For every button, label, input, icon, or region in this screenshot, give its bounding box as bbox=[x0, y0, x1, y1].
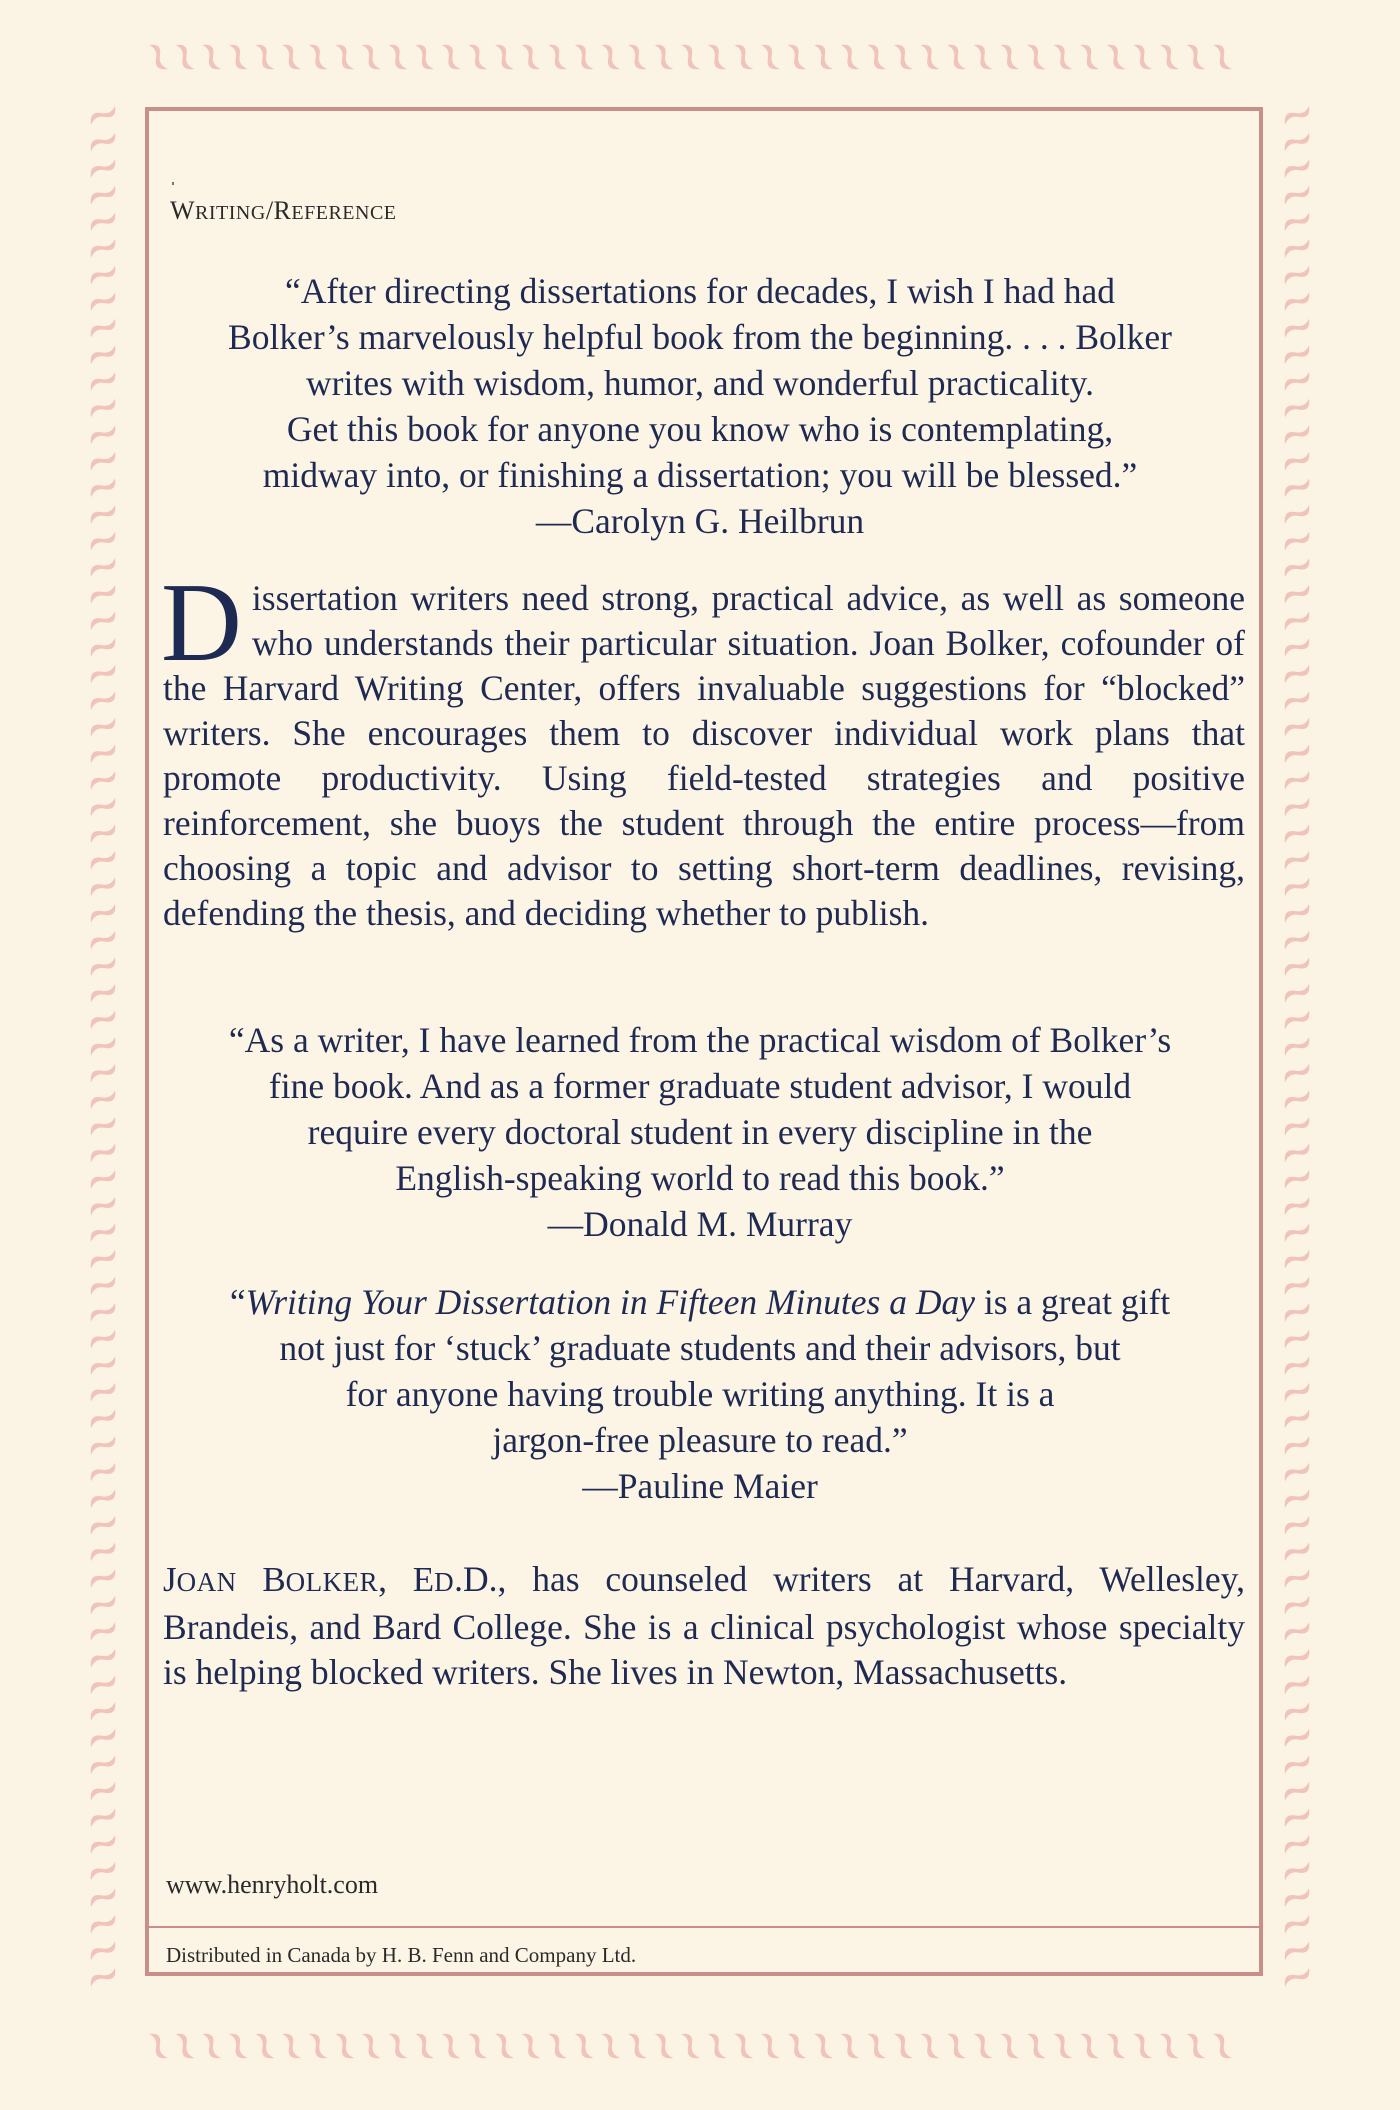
ornament-motif bbox=[468, 2034, 487, 2059]
ornament-motif bbox=[1213, 45, 1232, 70]
ornament-motif bbox=[1285, 1303, 1310, 1322]
ornament-motif bbox=[91, 1569, 116, 1588]
ornament-motif bbox=[814, 2034, 833, 2059]
ornament-motif bbox=[1285, 1941, 1310, 1960]
ornament-motif bbox=[91, 851, 116, 870]
ornament-motif bbox=[867, 2034, 886, 2059]
ornament-motif bbox=[149, 2034, 168, 2059]
ornament-motif bbox=[309, 2034, 328, 2059]
ornament-motif bbox=[1285, 1755, 1310, 1774]
ornament-motif bbox=[1285, 1037, 1310, 1056]
ornament-motif bbox=[335, 2034, 354, 2059]
ornament-motif bbox=[91, 1622, 116, 1641]
ornament-motif bbox=[91, 798, 116, 817]
ornament-motif bbox=[91, 1276, 116, 1295]
ornament-motif bbox=[91, 1702, 116, 1721]
ornament-motif bbox=[1285, 665, 1310, 684]
ornament-motif bbox=[1285, 877, 1310, 896]
ornament-motif bbox=[91, 106, 116, 125]
ornament-motif bbox=[91, 452, 116, 471]
ornament-motif bbox=[1080, 2034, 1099, 2059]
ornament-motif bbox=[91, 638, 116, 657]
ornament-motif bbox=[91, 611, 116, 630]
publisher-website: www.henryholt.com bbox=[166, 1870, 379, 1899]
ornament-motif bbox=[708, 2034, 727, 2059]
ornament-motif bbox=[1285, 399, 1310, 418]
ornament-motif bbox=[91, 904, 116, 923]
ornament-motif bbox=[91, 1542, 116, 1561]
ornament-motif bbox=[415, 45, 434, 70]
ornament-motif bbox=[1133, 45, 1152, 70]
author-bio: JOAN BOLKER, ED.D., has counseled writers at Harvard, Wellesley, Brandeis, and Bard College. She is a clinical psychologist whose specialty is helping blocked writers. She lives in Newton, Massachusetts. bbox=[163, 1559, 1245, 1692]
ornament-motif bbox=[91, 399, 116, 418]
ornament-motif bbox=[91, 771, 116, 790]
ornament-motif bbox=[1285, 1862, 1310, 1881]
ornament-motif bbox=[974, 45, 993, 70]
drop-cap: D bbox=[161, 561, 242, 685]
ornament-motif bbox=[91, 1436, 116, 1455]
ornament-motif bbox=[91, 1596, 116, 1615]
ornament-motif bbox=[1285, 1409, 1310, 1428]
ornament-motif bbox=[654, 45, 673, 70]
ornament-motif bbox=[1285, 1356, 1310, 1375]
ornament-motif bbox=[388, 45, 407, 70]
ornament-motif bbox=[1080, 45, 1099, 70]
ornament-motif bbox=[91, 931, 116, 950]
ornament-motif bbox=[91, 744, 116, 763]
ornament-motif bbox=[282, 2034, 301, 2059]
ornament-motif bbox=[1285, 1835, 1310, 1854]
ornament-motif bbox=[362, 45, 381, 70]
ornament-motif bbox=[255, 2034, 274, 2059]
ornament-motif bbox=[1285, 452, 1310, 471]
ornament-motif bbox=[91, 1303, 116, 1322]
ornament-motif bbox=[1285, 1276, 1310, 1295]
book-title-italic: Writing Your Dissertation in Fifteen Minutes a Day bbox=[245, 1282, 975, 1322]
blurb-quote-murray: “As a writer, I have learned from the practical wisdom of Bolker’s fine book. And as a former graduate student advisor, I would require every doctoral student in every discipline in the English-speaking world to read this book.” —Donald M. Murray bbox=[200, 1017, 1200, 1247]
ornament-motif bbox=[1285, 1782, 1310, 1801]
ornament-motif bbox=[1285, 1064, 1310, 1083]
ornament-motif bbox=[894, 45, 913, 70]
ornament-motif bbox=[91, 319, 116, 338]
ornament-motif bbox=[1285, 1729, 1310, 1748]
quote-attribution: —Donald M. Murray bbox=[547, 1204, 853, 1244]
ornament-motif bbox=[91, 1729, 116, 1748]
ornament-motif bbox=[1285, 957, 1310, 976]
ornament-motif bbox=[495, 2034, 514, 2059]
ornament-motif bbox=[1186, 2034, 1205, 2059]
ornament-motif bbox=[91, 585, 116, 604]
ornament-motif bbox=[91, 1888, 116, 1907]
ornament-motif bbox=[1285, 611, 1310, 630]
ornament-motif bbox=[91, 1064, 116, 1083]
ornament-motif bbox=[91, 1223, 116, 1242]
ornament-motif bbox=[1285, 1516, 1310, 1535]
ornament-motif bbox=[1285, 1542, 1310, 1561]
ornament-motif bbox=[1285, 212, 1310, 231]
ornament-motif bbox=[91, 1755, 116, 1774]
ornament-motif bbox=[91, 957, 116, 976]
ornament-motif bbox=[1285, 1330, 1310, 1349]
ornament-motif bbox=[91, 1143, 116, 1162]
ornament-motif bbox=[91, 1383, 116, 1402]
ornament-motif bbox=[442, 2034, 461, 2059]
ornament-motif bbox=[91, 824, 116, 843]
ornament-motif bbox=[91, 1782, 116, 1801]
ornament-motif bbox=[415, 2034, 434, 2059]
ornament-motif bbox=[91, 532, 116, 551]
ornament-motif bbox=[1285, 558, 1310, 577]
blurb-quote-heilbrun: “After directing dissertations for decades, I wish I had had Bolker’s marvelously helpful book from the beginning. . . . Bolker writes with wisdom, humor, and wonderful practicality. Get this book for anyone you know who is contemplating, midway into, or finishing a dissertation; you will be blessed.” —Carolyn G. Heilbrun bbox=[200, 268, 1200, 544]
ornament-motif bbox=[1285, 1622, 1310, 1641]
ornament-motif bbox=[91, 877, 116, 896]
ornament-motif bbox=[787, 45, 806, 70]
ornament-motif bbox=[1285, 824, 1310, 843]
divider-line bbox=[149, 1926, 1259, 1928]
ornament-motif bbox=[91, 1968, 116, 1987]
ornament-motif bbox=[91, 133, 116, 152]
ornament-motif bbox=[920, 2034, 939, 2059]
ornament-motif bbox=[91, 1090, 116, 1109]
ornament-motif bbox=[1285, 1197, 1310, 1216]
ornament-motif bbox=[787, 2034, 806, 2059]
ornament-motif bbox=[920, 45, 939, 70]
ornament-motif bbox=[1027, 45, 1046, 70]
ornament-motif bbox=[761, 2034, 780, 2059]
ornament-motif bbox=[1285, 1649, 1310, 1668]
ornament-motif bbox=[91, 1835, 116, 1854]
ornament-motif bbox=[495, 45, 514, 70]
ornament-motif bbox=[601, 2034, 620, 2059]
ornament-motif bbox=[1160, 2034, 1179, 2059]
ornament-motif bbox=[575, 45, 594, 70]
ornament-motif bbox=[91, 984, 116, 1003]
ornament-motif bbox=[282, 45, 301, 70]
distribution-note: Distributed in Canada by H. B. Fenn and Company Ltd. bbox=[166, 1943, 637, 1967]
ornament-motif bbox=[947, 2034, 966, 2059]
ornament-motif bbox=[91, 1356, 116, 1375]
ornament-motif bbox=[91, 1117, 116, 1136]
ornament-motif bbox=[91, 1915, 116, 1934]
ornament-motif bbox=[681, 2034, 700, 2059]
author-name: JOAN BOLKER, ED.D. bbox=[163, 1559, 498, 1599]
ornament-motif bbox=[1285, 532, 1310, 551]
ornament-motif bbox=[91, 266, 116, 285]
ornament-motif bbox=[1000, 45, 1019, 70]
ornament-motif bbox=[734, 45, 753, 70]
ornament-motif bbox=[1285, 1968, 1310, 1987]
ornament-motif bbox=[1285, 851, 1310, 870]
ornament-motif bbox=[1285, 266, 1310, 285]
ornament-motif bbox=[176, 45, 195, 70]
ornament-motif bbox=[255, 45, 274, 70]
ornament-motif bbox=[521, 2034, 540, 2059]
ornament-motif bbox=[1107, 2034, 1126, 2059]
ornament-motif bbox=[1285, 1569, 1310, 1588]
book-description: Dissertation writers need strong, practical advice, as well as someone who understands their particular situation. Joan Bolker, cofounder of the Harvard Writing Center, offers invaluable suggestions for “blocked” writers. She encourages them to discover individual work plans that promote productivity. Using field-tested strategies and positive reinforcement, she buoys the student through the entire process—from choosing a topic and advisor to setting short-term deadlines, revising, defending the thesis, and deciding whether to publish. bbox=[161, 561, 1245, 933]
ornament-motif bbox=[654, 2034, 673, 2059]
quote-attribution: —Pauline Maier bbox=[582, 1466, 818, 1506]
ornament-motif bbox=[894, 2034, 913, 2059]
ornament-motif bbox=[91, 1170, 116, 1189]
ornament-motif bbox=[1285, 1915, 1310, 1934]
ornament-motif bbox=[1285, 1436, 1310, 1455]
ornament-motif bbox=[1285, 1223, 1310, 1242]
ornament-motif bbox=[91, 691, 116, 710]
ornament-motif bbox=[1285, 1010, 1310, 1029]
ornament-motif bbox=[1285, 1888, 1310, 1907]
ornament-motif bbox=[1107, 45, 1126, 70]
ornament-motif bbox=[628, 2034, 647, 2059]
ornament-motif bbox=[1160, 45, 1179, 70]
ornament-motif bbox=[1285, 691, 1310, 710]
ornament-motif bbox=[91, 1489, 116, 1508]
ornament-motif bbox=[1285, 984, 1310, 1003]
ornament-motif bbox=[91, 345, 116, 364]
ornament-motif bbox=[91, 1409, 116, 1428]
ornament-motif bbox=[91, 159, 116, 178]
ornament-motif bbox=[91, 1197, 116, 1216]
ornament-motif bbox=[761, 45, 780, 70]
ornament-motif bbox=[841, 2034, 860, 2059]
ornament-motif bbox=[388, 2034, 407, 2059]
ornament-motif bbox=[867, 45, 886, 70]
ornament-motif bbox=[1027, 2034, 1046, 2059]
ornament-motif bbox=[91, 1941, 116, 1960]
ornament-motif bbox=[91, 372, 116, 391]
ornament-motif bbox=[1285, 585, 1310, 604]
ornament-motif bbox=[335, 45, 354, 70]
ornament-motif bbox=[91, 1037, 116, 1056]
ornament-motif bbox=[1285, 1463, 1310, 1482]
category-label: WRITING/REFERENCE bbox=[170, 196, 397, 225]
ornament-motif bbox=[1053, 2034, 1072, 2059]
ornament-motif bbox=[1285, 718, 1310, 737]
ornament-motif bbox=[91, 239, 116, 258]
ornament-motif bbox=[91, 212, 116, 231]
registration-mark bbox=[172, 182, 174, 185]
ornament-motif bbox=[734, 2034, 753, 2059]
ornament-motif bbox=[1285, 744, 1310, 763]
ornament-motif bbox=[1285, 771, 1310, 790]
ornament-motif bbox=[1285, 505, 1310, 524]
ornament-motif bbox=[681, 45, 700, 70]
ornament-motif bbox=[91, 478, 116, 497]
ornament-motif bbox=[1133, 2034, 1152, 2059]
ornament-motif bbox=[309, 45, 328, 70]
blurb-quote-maier: “Writing Your Dissertation in Fifteen Minutes a Day is a great gift not just for ‘stuck’ graduate students and their advisors, but for anyone having trouble writing anything. It is a jargon-free pleasure to read.” —Pauline Maier bbox=[200, 1279, 1200, 1509]
ornament-motif bbox=[1186, 45, 1205, 70]
ornament-motif bbox=[1285, 159, 1310, 178]
ornament-motif bbox=[1285, 1143, 1310, 1162]
ornament-motif bbox=[1285, 425, 1310, 444]
ornament-motif bbox=[91, 425, 116, 444]
ornament-motif bbox=[1285, 931, 1310, 950]
ornament-motif bbox=[1285, 904, 1310, 923]
ornament-motif bbox=[202, 2034, 221, 2059]
ornament-motif bbox=[91, 1463, 116, 1482]
ornament-motif bbox=[1285, 638, 1310, 657]
ornament-motif bbox=[1285, 478, 1310, 497]
ornament-motif bbox=[91, 1808, 116, 1827]
ornament-motif bbox=[1285, 1489, 1310, 1508]
ornament-motif bbox=[814, 45, 833, 70]
ornament-motif bbox=[628, 45, 647, 70]
ornament-motif bbox=[1285, 133, 1310, 152]
ornament-motif bbox=[442, 45, 461, 70]
ornament-motif bbox=[91, 1649, 116, 1668]
ornament-motif bbox=[362, 2034, 381, 2059]
ornament-motif bbox=[1285, 292, 1310, 311]
ornament-motif bbox=[1285, 239, 1310, 258]
ornament-motif bbox=[1000, 2034, 1019, 2059]
ornament-motif bbox=[149, 45, 168, 70]
ornament-motif bbox=[1285, 1090, 1310, 1109]
ornament-motif bbox=[601, 45, 620, 70]
ornament-motif bbox=[1053, 45, 1072, 70]
ornament-motif bbox=[708, 45, 727, 70]
ornament-motif bbox=[1285, 1170, 1310, 1189]
ornament-motif bbox=[91, 718, 116, 737]
ornament-motif bbox=[1285, 1383, 1310, 1402]
ornament-motif bbox=[841, 45, 860, 70]
ornament-motif bbox=[91, 1862, 116, 1881]
ornament-motif bbox=[974, 2034, 993, 2059]
ornament-motif bbox=[91, 1010, 116, 1029]
ornament-motif bbox=[91, 505, 116, 524]
ornament-motif bbox=[1285, 1808, 1310, 1827]
ornament-motif bbox=[1285, 1117, 1310, 1136]
ornament-motif bbox=[1285, 798, 1310, 817]
ornament-motif bbox=[91, 1516, 116, 1535]
ornament-motif bbox=[1285, 1702, 1310, 1721]
ornament-motif bbox=[91, 1675, 116, 1694]
ornament-motif bbox=[91, 292, 116, 311]
ornament-motif bbox=[1213, 2034, 1232, 2059]
ornament-motif bbox=[1285, 186, 1310, 205]
ornament-motif bbox=[548, 2034, 567, 2059]
ornament-motif bbox=[1285, 1250, 1310, 1269]
ornament-motif bbox=[468, 45, 487, 70]
ornament-motif bbox=[1285, 319, 1310, 338]
ornament-motif bbox=[202, 45, 221, 70]
ornament-motif bbox=[1285, 1596, 1310, 1615]
ornament-motif bbox=[1285, 1675, 1310, 1694]
ornament-motif bbox=[91, 186, 116, 205]
ornament-motif bbox=[176, 2034, 195, 2059]
ornament-motif bbox=[229, 2034, 248, 2059]
ornament-motif bbox=[91, 558, 116, 577]
quote-attribution: —Carolyn G. Heilbrun bbox=[535, 501, 865, 541]
ornament-motif bbox=[521, 45, 540, 70]
ornament-motif bbox=[91, 1330, 116, 1349]
ornament-motif bbox=[548, 45, 567, 70]
ornament-motif bbox=[1285, 106, 1310, 125]
ornament-motif bbox=[91, 1250, 116, 1269]
ornament-motif bbox=[229, 45, 248, 70]
ornament-motif bbox=[575, 2034, 594, 2059]
ornament-motif bbox=[1285, 372, 1310, 391]
ornament-motif bbox=[947, 45, 966, 70]
ornament-motif bbox=[1285, 345, 1310, 364]
ornament-motif bbox=[91, 665, 116, 684]
